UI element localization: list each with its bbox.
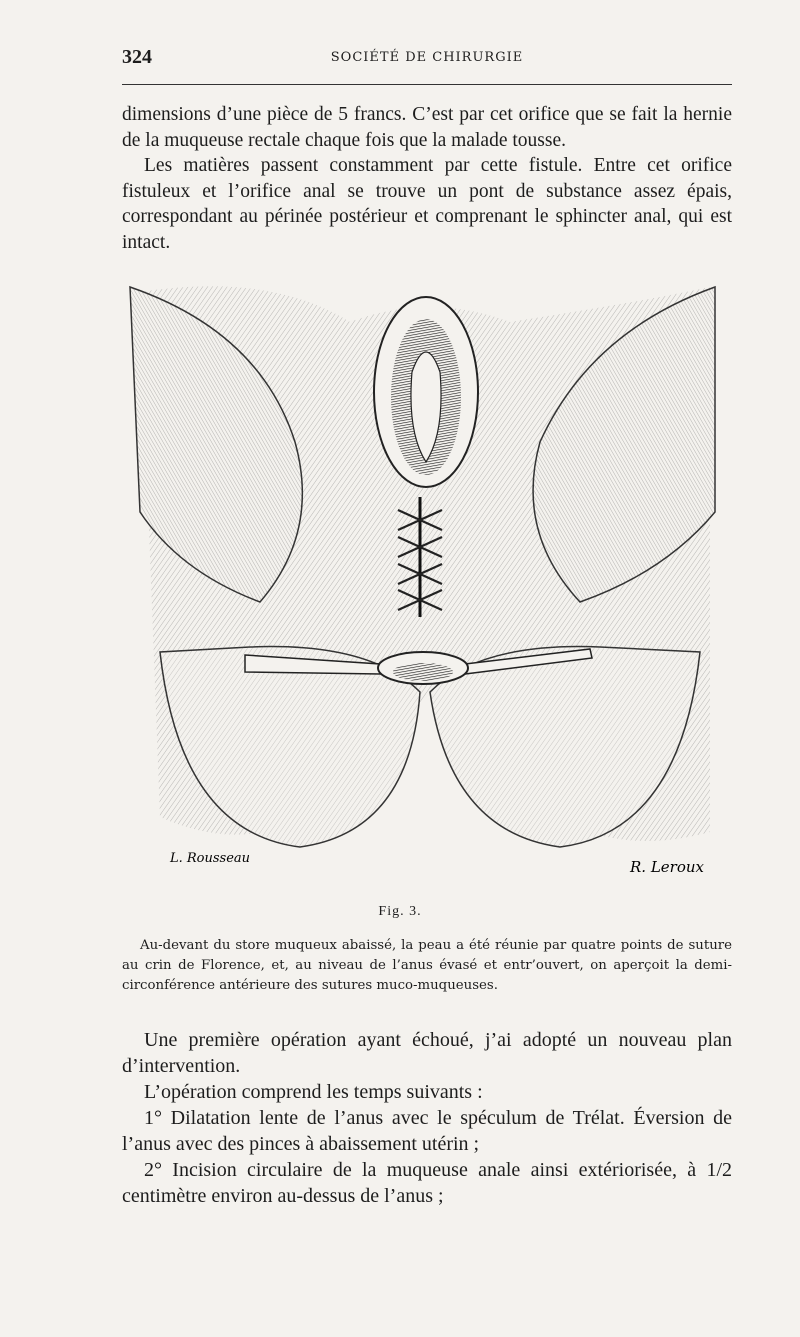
engraving-illustration: [120, 272, 740, 902]
figure-label: Fig. 3.: [378, 904, 422, 919]
signature-right: R. Leroux: [630, 858, 704, 876]
paragraph: 1° Dilatation lente de l’anus avec le spéculum de Trélat. Éversion de l’anus avec des pinces à abaissement utérin ;: [122, 1107, 732, 1155]
bottom-text-block: [122, 1027, 732, 1209]
top-text-block: [122, 102, 732, 255]
header-rule: [122, 84, 732, 85]
paragraph: Une première opération ayant échoué, j’ai adopté un nouveau plan d’intervention.: [122, 1029, 732, 1077]
paragraph: Les matières passent constamment par cette fistule. Entre cet orifice fistuleux et l’orifice anal se trouve un pont de substance assez épais, correspondant au périnée postérieur et comprenant le sphincter anal, qui est intact.: [122, 155, 732, 253]
paragraph: L’opération comprend les temps suivants :: [144, 1081, 483, 1103]
paragraph: dimensions d’une pièce de 5 francs. C’est par cet orifice que se fait la hernie de la muqueuse rectale chaque fois que la malade tousse.: [122, 104, 732, 151]
page-header: [122, 44, 732, 72]
running-title: SOCIÉTÉ DE CHIRURGIE: [330, 50, 524, 65]
page-number: 324: [122, 46, 152, 68]
paragraph: 2° Incision circulaire de la muqueuse anale ainsi extériorisée, à 1/2 centimètre environ au-dessus de l’anus ;: [122, 1159, 732, 1207]
caption-text: Au-devant du store muqueux abaissé, la peau a été réunie par quatre points de suture au crin de Florence, et, au niveau de l’anus évasé et entr’ouvert, on aperçoit la demi-circonférence antérieure des sutures muco-muqueuses.: [122, 938, 732, 993]
figure-caption: [122, 936, 732, 996]
signature-left: L. Rousseau: [170, 851, 251, 866]
figure-illustration: [120, 272, 740, 902]
